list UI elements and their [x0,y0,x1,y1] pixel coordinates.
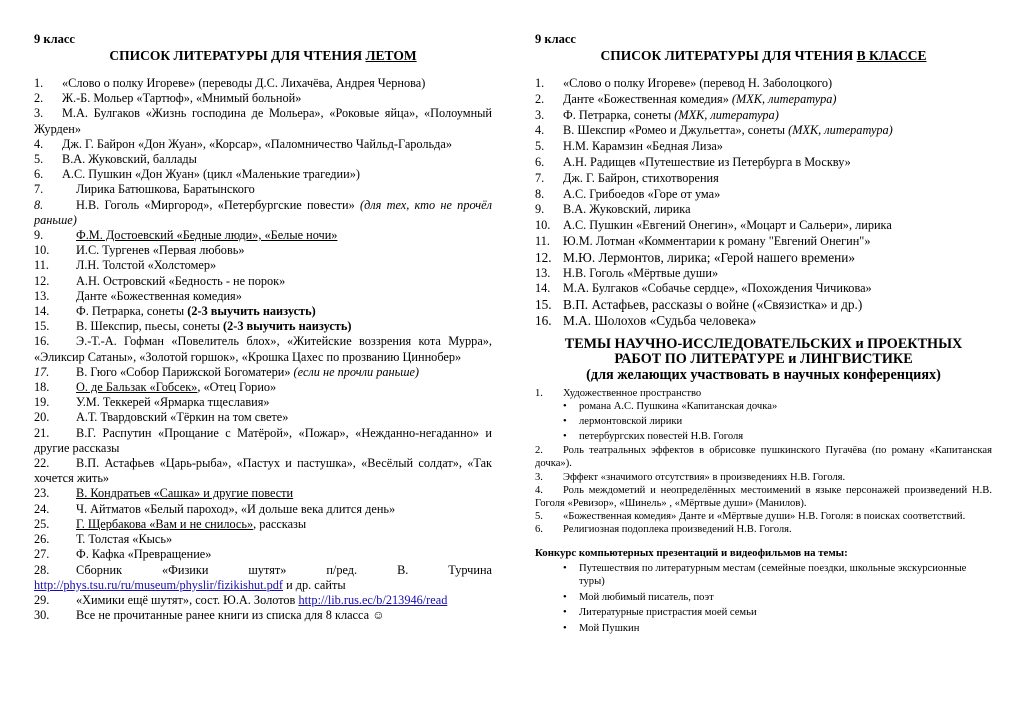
class-reading-list [535,76,992,329]
list-item: • романа А.С. Пушкина «Капитанская дочка» [535,400,992,415]
list-item: 27. Ф. Кафка «Превращение» [34,547,212,562]
list-item: 6. А.Н. Радищев «Путешествие из Петербурга в Москву» [535,154,851,169]
list-item: 14. М.А. Булгаков «Собачье сердце», «Похождения Чичикова» [535,281,872,296]
class-reading-column [535,32,992,638]
list-item: 10. И.С. Тургенев «Первая любовь» [34,243,245,258]
list-item: 3. Ф. Петрарка, сонеты (МХК, литература) [535,107,779,122]
list-item: 13. Данте «Божественная комедия» [34,288,242,303]
list-item: 29. «Химики ещё шутят», сост. Ю.А. Золотов http://lib.rus.ec/b/213946/read [34,592,448,607]
list-item: 23. В. Кондратьев «Сашка» и другие повести [34,486,294,501]
list-item: 10. А.С. Пушкин «Евгений Онегин», «Моцарт и Сальери», лирика [535,218,892,233]
list-item: 18. О. де Бальзак «Гобсек», «Отец Горио» [34,380,277,395]
list-item: 6. Религиозная подоплека произведений Н.В. Гоголя. [535,524,792,536]
summer-reading-list [34,76,492,623]
list-item: 16. Э.-Т.-А. Гофман «Повелитель блох», «Житейские воззрения кота Мурра», «Эликсир Сатаны», «Золотой горшок», «Крошка Цахес по прозванию Циннобер» [34,334,492,364]
list-item: 9. В.А. Жуковский, лирика [535,202,691,217]
list-item: 20. А.Т. Твардовский «Тёркин на том свете» [34,410,289,425]
list-item: 8. А.С. Грибоедов «Горе от ума» [535,186,721,201]
list-item: 4. Роль междометий и неопределённых местоимений в языке персонажей произведений Н.В. Гоголя «Ревизор», «Шинель» , «Мёртвые души» (Манилов). [535,484,992,510]
list-item: 8. Н.В. Гоголь «Миргород», «Петербургские повести» (для тех, кто не прочёл раньше) [34,197,492,227]
list-item: 13. Н.В. Гоголь «Мёртвые души» [535,265,719,280]
list-item: 16. М.А. Шолохов «Судьба человека» [535,312,757,328]
fizikishut-link[interactable]: http://phys.tsu.ru/ru/museum/physlir/fizikishut.pdf [34,577,284,592]
list-item: • Мой любимый писатель, поэт [535,591,992,605]
list-item: 5. Н.М. Карамзин «Бедная Лиза» [535,139,723,154]
list-item: 25. Г. Щербакова «Вам и не снилось», рассказы [34,516,307,531]
list-item: 15. В. Шекспир, пьесы, сонеты (2-3 выучить наизусть) [34,319,352,334]
list-item: 1. «Слово о полку Игореве» (переводы Д.С. Лихачёва, Андрея Чернова) [34,76,426,90]
list-item: • Литературные пристрастия моей семьи [535,606,992,620]
list-item: 22. В.П. Астафьев «Царь-рыба», «Пастух и пастушка», «Весёлый солдат», «Так хочется жить» [34,456,492,486]
list-item: 11. Л.Н. Толстой «Холстомер» [34,258,217,273]
list-item: 15. В.П. Астафьев, рассказы о войне («Связистка» и др.) [535,297,863,313]
list-item: • Мой Пушкин [535,622,992,636]
list-item: 4. В. Шекспир «Ромео и Джульетта», сонеты (МХК, литература) [535,123,893,138]
research-themes-list-continued [535,444,992,536]
list-item: 7. Лирика Батюшкова, Баратынского [34,182,255,197]
class-list-title: СПИСОК ЛИТЕРАТУРЫ ДЛЯ ЧТЕНИЯ В КЛАССЕ [600,48,927,63]
summer-list-title: СПИСОК ЛИТЕРАТУРЫ ДЛЯ ЧТЕНИЯ ЛЕТОМ [109,48,417,63]
list-item: • лермонтовской лирики [535,415,992,430]
list-item: 1. «Слово о полку Игореве» (перевод Н. Заболоцкого) [535,76,833,90]
list-item: 2. Роль театральных эффектов в обрисовке пушкинского Пугачёва (по роману «Капитанская дочка»). [535,445,992,470]
list-item: 14. Ф. Петрарка, сонеты (2-3 выучить наизусть) [34,304,316,319]
list-item: 17. В. Гюго «Собор Парижской Богоматери» (если не прочли раньше) [34,364,420,379]
grade-label: 9 класс [535,32,576,46]
list-item: 21. В.Г. Распутин «Прощание с Матёрой», «Пожар», «Нежданно-негаданно» и другие рассказы [34,425,492,455]
list-item: 7. Дж. Г. Байрон, стихотворения [535,170,719,185]
list-item: 30. Все не прочитанные ранее книги из списка для 8 класса ☺ [34,608,385,623]
lib-rus-link[interactable]: http://lib.rus.ec/b/213946/read [298,592,448,607]
list-item: 5. В.А. Жуковский, баллады [34,152,197,167]
research-themes-list [535,387,992,400]
list-item: 2. Данте «Божественная комедия» (МХК, литература) [535,91,837,106]
contest-list [535,562,992,636]
list-item: 28. Сборник «Физики шутят» п/ред. В. Турчина http://phys.tsu.ru/ru/museum/physlir/fizikishut.pdf и др. сайты [34,562,492,592]
list-item: 1. Художественное пространство [535,388,702,400]
list-item: 12. М.Ю. Лермонтов, лирика; «Герой нашего времени» [535,249,856,265]
list-item: 11. Ю.М. Лотман «Комментарии к роману "Евгений Онегин"» [535,233,871,248]
list-item: 12. А.Н. Островский «Бедность - не порок» [34,273,286,288]
summer-reading-column [34,32,492,623]
list-item: 24. Ч. Айтматов «Белый пароход», «И дольше века длится день» [34,501,396,516]
list-item: 3. Эффект «значимого отсутствия» в произведениях Н.В. Гоголя. [535,471,846,483]
list-item: 2. Ж.-Б. Мольер «Тартюф», «Мнимый больной» [34,91,302,106]
list-item: • петербургских повестей Н.В. Гоголя [535,430,992,445]
list-item: 9. Ф.М. Достоевский «Бедные люди», «Белые ночи» [34,228,338,243]
list-item: 4. Дж. Г. Байрон «Дон Жуан», «Корсар», «Паломничество Чайльд-Гарольда» [34,136,453,151]
list-item: 26. Т. Толстая «Кысь» [34,532,173,547]
research-themes-title: ТЕМЫ НАУЧНО-ИССЛЕДОВАТЕЛЬСКИХ и ПРОЕКТНЫХ РАБОТ ПО ЛИТЕРАТУРЕ и ЛИНГВИСТИКЕ (для желающих участвовать в научных конференциях) [564,335,963,383]
list-item: 3. М.А. Булгаков «Жизнь господина де Мольера», «Роковые яйца», «Полоумный Журден» [34,106,492,136]
list-item: 5. «Божественная комедия» Данте и «Мёртвые души» Н.В. Гоголя: в поисках соответствий. [535,511,966,523]
grade-label: 9 класс [34,32,75,46]
contest-title: Конкурс компьютерных презентаций и видеофильмов на темы: [535,546,848,559]
list-item: 6. А.С. Пушкин «Дон Жуан» (цикл «Маленькие трагедии») [34,167,360,182]
theme1-subitems [535,400,992,444]
list-item: • Путешествия по литературным местам (семейные поездки, школьные экскурсионные туры) [535,562,992,589]
list-item: 19. У.М. Теккерей «Ярмарка тщеславия» [34,395,270,410]
